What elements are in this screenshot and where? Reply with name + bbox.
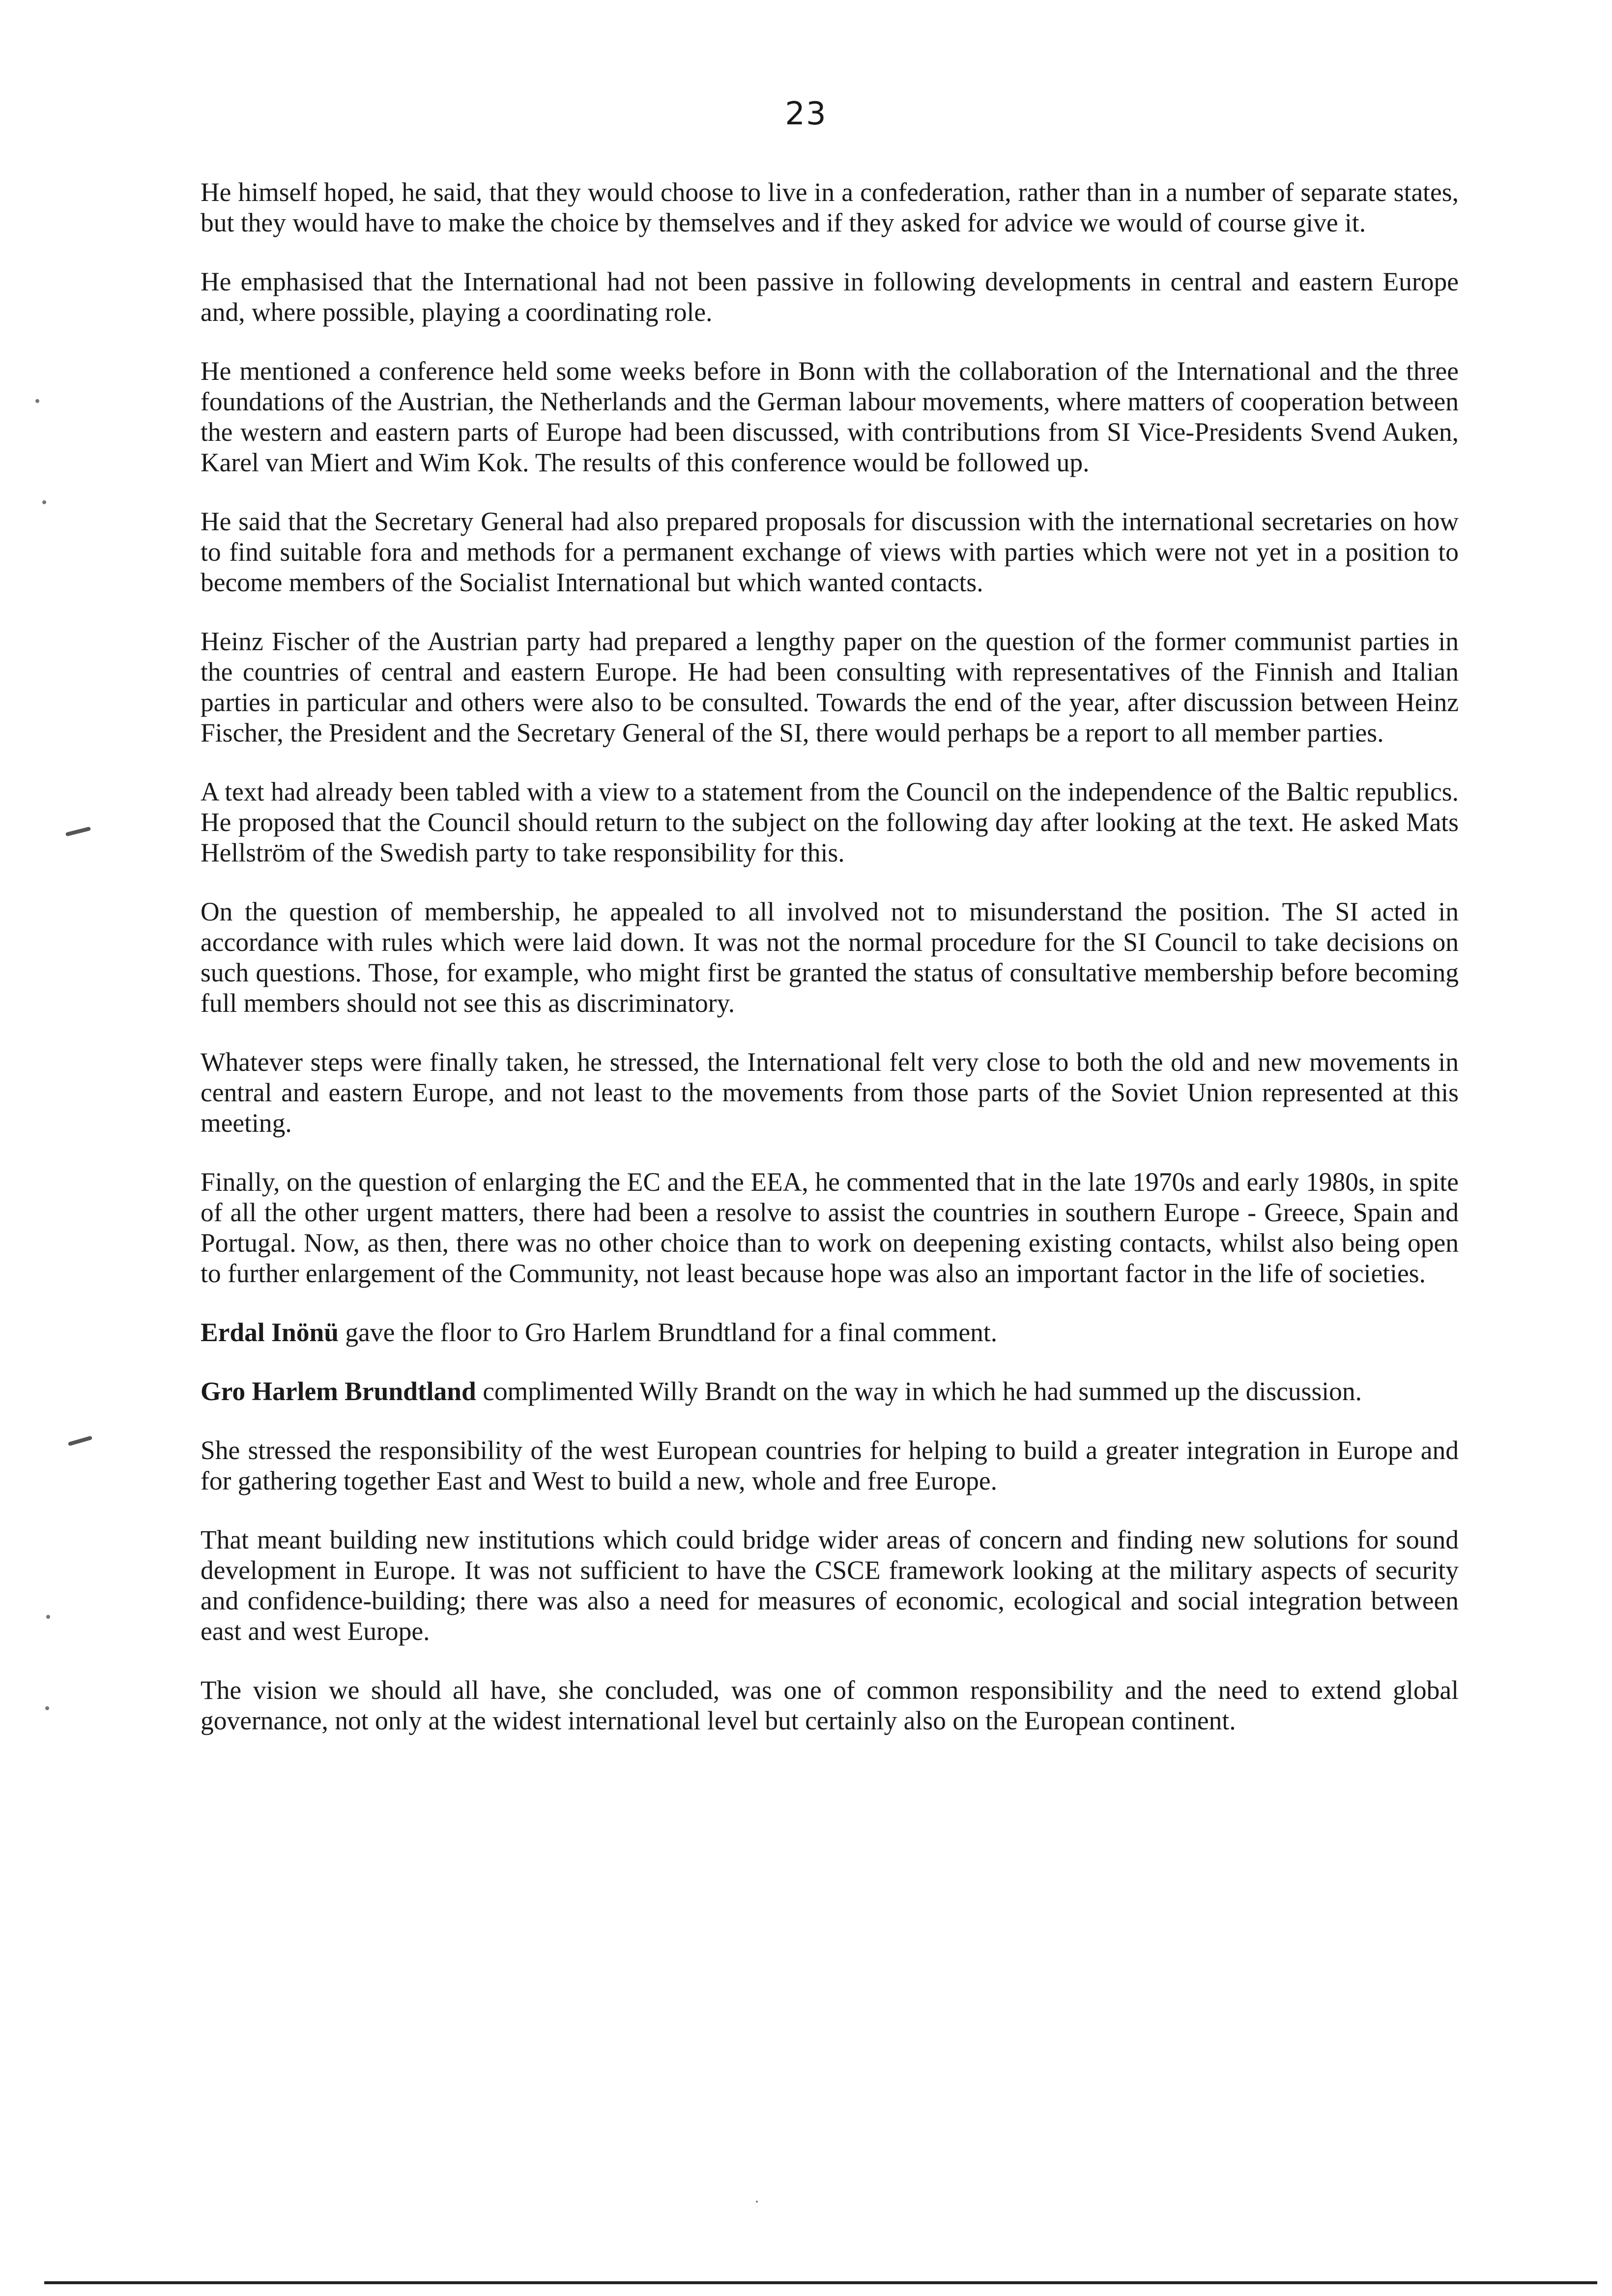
paragraph: Heinz Fischer of the Austrian party had prepared a lengthy paper on the question of the former communist parties in the countries of central and eastern Europe. He had been consulting with representatives of the Finnish and Italian parties in particular and others were also to be consulted. Towards the end of the year, after discussion between Heinz Fischer, the President and the Secretary General of the SI, there would perhaps be a report to all member parties. (201, 627, 1459, 747)
speaker-text: gave the floor to Gro Harlem Brundtland for a final comment. (339, 1318, 998, 1347)
page-number: 23 (785, 96, 827, 132)
paragraph: A text had already been tabled with a view to a statement from the Council on the independence of the Baltic republics. He proposed that the Council should return to the subject on the following day after looking at the text. He asked Mats Hellström of the Swedish party to take responsibility for this. (201, 777, 1459, 867)
scan-speck (756, 2201, 758, 2203)
speaker-name: Gro Harlem Brundtland (201, 1377, 476, 1406)
margin-scan-mark (65, 827, 91, 836)
margin-scan-dot (35, 399, 39, 403)
paragraph: She stressed the responsibility of the west European countries for helping to build a greater integration in Europe and for gathering together East and West to build a new, whole and free Europe. (201, 1435, 1459, 1495)
margin-scan-mark (68, 1435, 92, 1446)
paragraph: That meant building new institutions which could bridge wider areas of concern and finding new solutions for sound development in Europe. It was not sufficient to have the CSCE framework looking at the military aspects of security and confidence-building; there was also a need for measures of economic, ecological and social integration between east and west Europe. (201, 1525, 1459, 1646)
paragraph: He himself hoped, he said, that they would choose to live in a confederation, rather than in a number of separate states, but they would have to make the choice by themselves and if they asked for advice we would of course give it. (201, 177, 1459, 237)
margin-scan-dot (45, 1706, 49, 1710)
speaker-paragraph (201, 1317, 1459, 1348)
speaker-name: Erdal Inönü (201, 1318, 339, 1347)
paragraph: Finally, on the question of enlarging the EC and the EEA, he commented that in the late 1970s and early 1980s, in spite of all the other urgent matters, there had been a resolve to assist the countries in southern Europe - Greece, Spain and Portugal. Now, as then, there was no other choice than to work on deepening existing contacts, whilst also being open to further enlargement of the Community, not least because hope was also an important factor in the life of societies. (201, 1167, 1459, 1288)
bottom-scan-edge (44, 2281, 1597, 2284)
margin-scan-dot (46, 1615, 50, 1619)
speaker-paragraph (201, 1376, 1459, 1406)
paragraph: Whatever steps were finally taken, he stressed, the International felt very close to both the old and new movements in central and eastern Europe, and not least to the movements from those parts of the Soviet Union represented at this meeting. (201, 1047, 1459, 1138)
paragraph: He mentioned a conference held some weeks before in Bonn with the collaboration of the International and the three foundations of the Austrian, the Netherlands and the German labour movements, where matters of cooperation between the western and eastern parts of Europe had been discussed, with contributions from SI Vice-Presidents Svend Auken, Karel van Miert and Wim Kok. The results of this conference would be followed up. (201, 356, 1459, 477)
speaker-text: complimented Willy Brandt on the way in which he had summed up the discussion. (476, 1377, 1362, 1406)
margin-scan-dot (42, 500, 46, 504)
paragraph: He said that the Secretary General had also prepared proposals for discussion with the international secretaries on how to find suitable fora and methods for a permanent exchange of views with parties which were not yet in a position to become members of the Socialist International but which wanted contacts. (201, 507, 1459, 597)
paragraph: The vision we should all have, she concluded, was one of common responsibility and the need to extend global governance, not only at the widest international level but certainly also on the European continent. (201, 1675, 1459, 1735)
document-body (201, 177, 1459, 1764)
paragraph: He emphasised that the International had not been passive in following developments in central and eastern Europe and, where possible, playing a coordinating role. (201, 267, 1459, 327)
paragraph: On the question of membership, he appealed to all involved not to misunderstand the position. The SI acted in accordance with rules which were laid down. It was not the normal procedure for the SI Council to take decisions on such questions. Those, for example, who might first be granted the status of consultative membership before becoming full members should not see this as discriminatory. (201, 897, 1459, 1018)
